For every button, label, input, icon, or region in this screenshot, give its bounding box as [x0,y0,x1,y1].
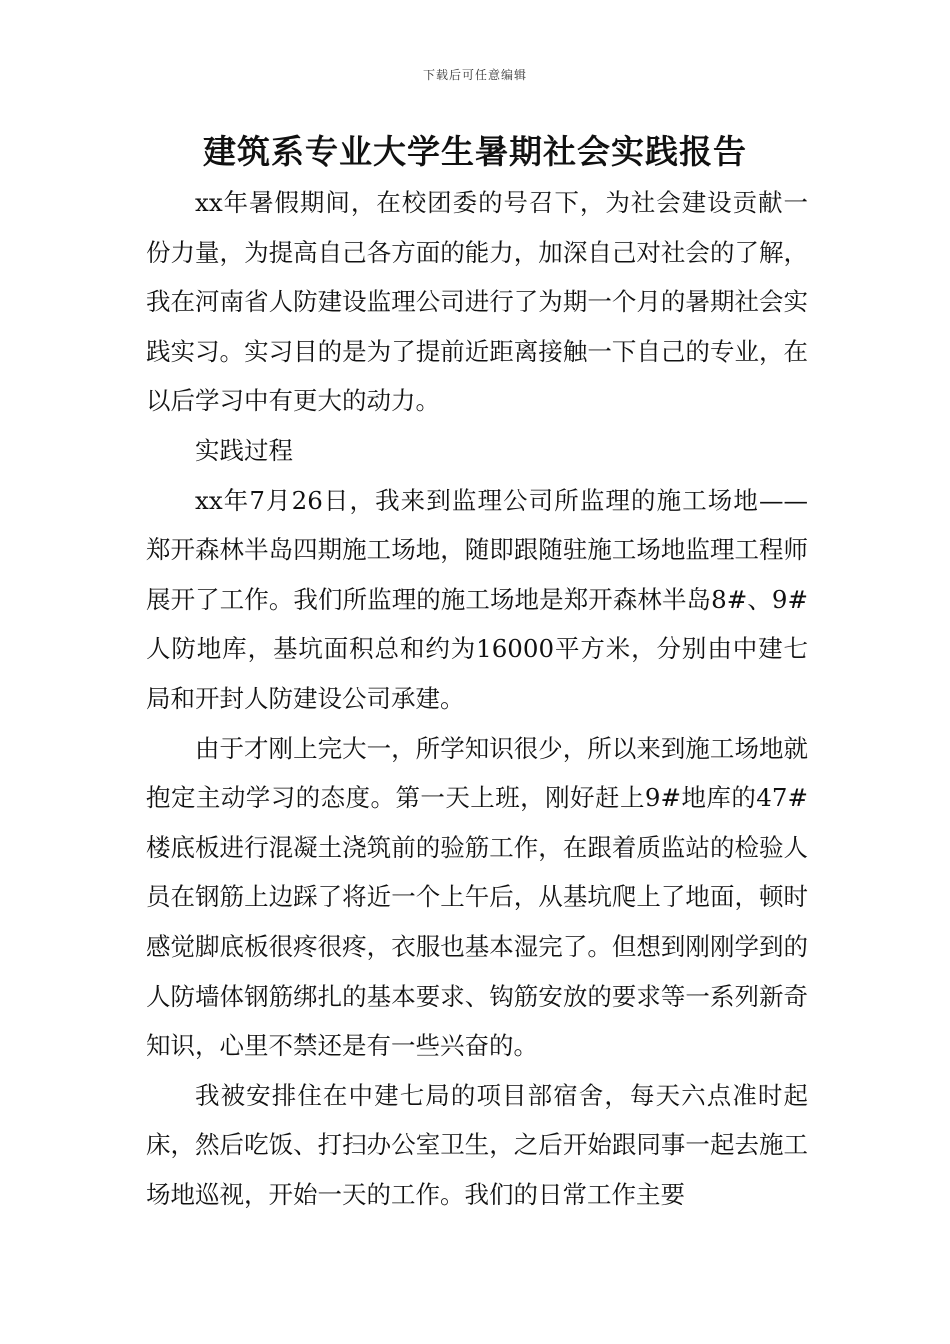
document-body [146,178,808,1219]
paragraph-daily-routine: 我被安排住在中建七局的项目部宿舍，每天六点准时起床，然后吃饭、打扫办公室卫生，之后开始跟同事一起去施工场地巡视，开始一天的工作。我们的日常工作主要 [146,1080,808,1209]
paragraph-first-day: 由于才刚上完大一，所学知识很少，所以来到施工场地就抱定主动学习的态度。第一天上班，刚好赶上9#地库的47#楼底板进行混凝土浇筑前的验筋工作，在跟着质监站的检验人员在钢筋上边踩了将近一个上午后，从基坑爬上了地面，顿时感觉脚底板很疼很疼，衣服也基本湿完了。但想到刚刚学到的人防墙体钢筋绑扎的基本要求、钩筋安放的要求等一系列新奇知识，心里不禁还是有一些兴奋的。 [146,733,808,1061]
section-heading-practice: 实践过程 [195,435,293,465]
header-note: 下载后可任意编辑 [422,68,527,82]
paragraph-intro: xx年暑假期间，在校团委的号召下，为社会建设贡献一份力量，为提高自己各方面的能力，加深自己对社会的了解，我在河南省人防建设监理公司进行了为期一个月的暑期社会实践实习。实习目的是为了提前近距离接触一下自己的专业，在以后学习中有更大的动力。 [146,188,808,416]
paragraph-site: xx年7月26日，我来到监理公司所监理的施工场地——郑开森林半岛四期施工场地，随即跟随驻施工场地监理工程师展开了工作。我们所监理的施工场地是郑开森林半岛8#、9#人防地库，基坑面积总和约为16000平方米，分别由中建七局和开封人防建设公司承建。 [146,485,808,713]
document-title: 建筑系专业大学生暑期社会实践报告 [203,132,747,171]
